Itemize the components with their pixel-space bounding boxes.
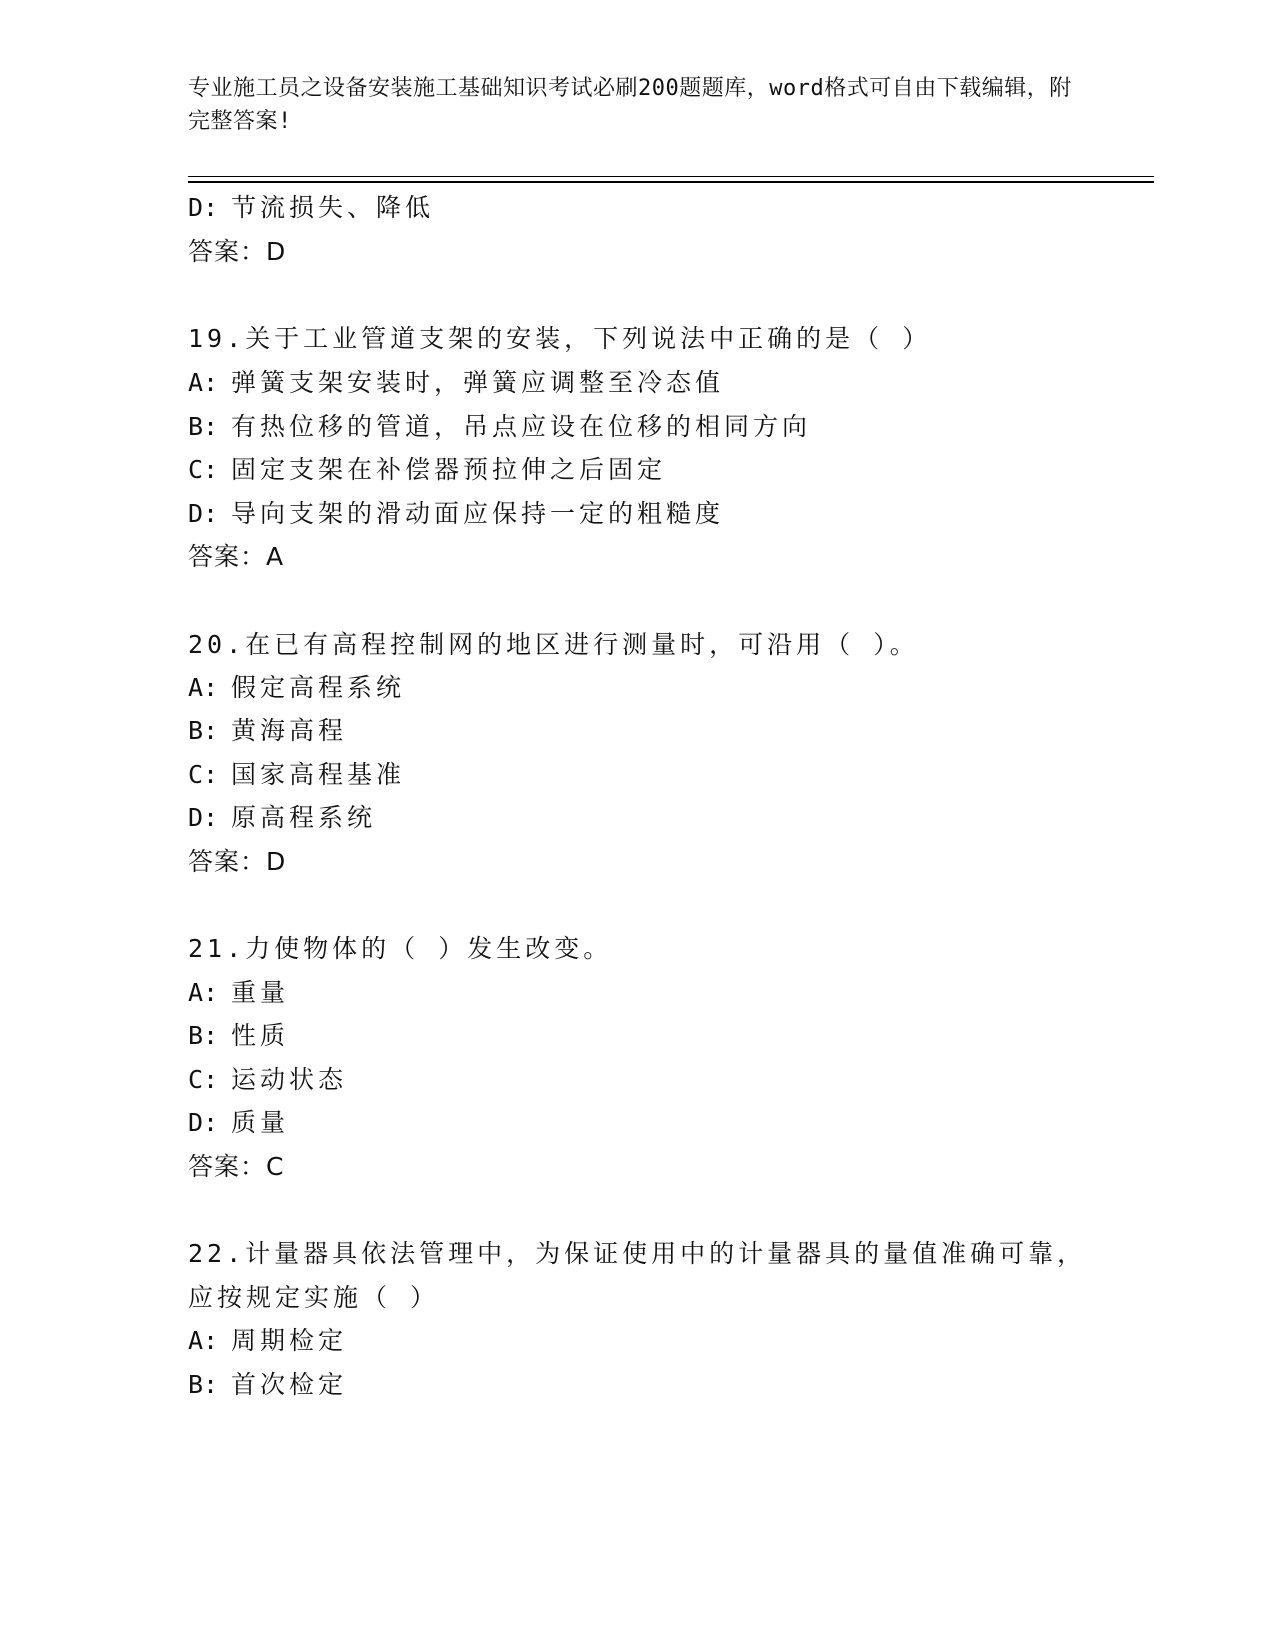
option-text: 国家高程基准: [231, 760, 406, 789]
option-text: 原高程系统: [231, 803, 377, 832]
option-b: [188, 1021, 289, 1051]
option-text: 导向支架的滑动面应保持一定的粗糙度: [231, 499, 725, 528]
option-letter: C:: [188, 455, 219, 484]
option-text: 运动状态: [231, 1065, 348, 1094]
option-a: [188, 368, 724, 398]
option-letter: A:: [188, 1326, 219, 1355]
option-letter: D:: [188, 803, 219, 832]
header-title: 专业施工员之设备安装施工基础知识考试必刷200题题库，word格式可自由下载编辑，附完整答案!: [188, 76, 1072, 134]
option-letter: B:: [188, 1370, 219, 1399]
answer-line: 答案：A: [188, 542, 285, 571]
header-divider-thick: [188, 181, 1154, 183]
option-text: 有热位移的管道，吊点应设在位移的相同方向: [231, 412, 812, 441]
option-letter: A:: [188, 978, 219, 1007]
option-text: 质量: [231, 1108, 290, 1137]
option-d: [188, 1108, 289, 1138]
option-letter: B:: [188, 716, 219, 745]
option-letter: D:: [188, 193, 219, 222]
answer-line: 答案：C: [188, 1152, 285, 1181]
option-c: [188, 1065, 347, 1095]
option-text: 重量: [231, 978, 290, 1007]
option-b: [188, 1370, 347, 1400]
question-stem: 19.关于工业管道支架的安装，下列说法中正确的是（ ）: [188, 324, 932, 353]
option-c: [188, 455, 666, 485]
option-letter: A:: [188, 368, 219, 397]
option-b: [188, 716, 347, 746]
option-letter: D:: [188, 1108, 219, 1137]
option-letter: B:: [188, 1021, 219, 1050]
option-letter: A:: [188, 673, 219, 702]
question-stem: 20.在已有高程控制网的地区进行测量时，可沿用（ ）。: [188, 630, 919, 659]
option-a: [188, 1326, 347, 1356]
question-stem: 21.力使物体的（ ）发生改变。: [188, 934, 613, 963]
document-header: [188, 72, 1088, 138]
header-divider-thin: [188, 176, 1154, 177]
option-text: 节流损失、降低: [231, 193, 435, 222]
question-stem: 22.计量器具依法管理中，为保证使用中的计量器具的量值准确可靠，: [188, 1239, 1087, 1268]
option-text: 性质: [231, 1021, 290, 1050]
option-letter: C:: [188, 760, 219, 789]
option-letter: B:: [188, 412, 219, 441]
option-letter: D:: [188, 499, 219, 528]
option-d: [188, 803, 376, 833]
option-a: [188, 978, 289, 1008]
option-text: 首次检定: [231, 1370, 348, 1399]
answer-line: 答案：D: [188, 847, 287, 876]
option-b: [188, 412, 811, 442]
option-d: [188, 193, 434, 223]
option-a: [188, 673, 405, 703]
question-stem-line2: 应按规定实施（ ）: [188, 1283, 440, 1312]
option-d: [188, 499, 724, 529]
option-letter: C:: [188, 1065, 219, 1094]
option-text: 黄海高程: [231, 716, 348, 745]
option-text: 弹簧支架安装时，弹簧应调整至冷态值: [231, 368, 725, 397]
answer-line: 答案：D: [188, 237, 287, 266]
option-c: [188, 760, 405, 790]
option-text: 固定支架在补偿器预拉伸之后固定: [231, 455, 667, 484]
option-text: 周期检定: [231, 1326, 348, 1355]
option-text: 假定高程系统: [231, 673, 406, 702]
